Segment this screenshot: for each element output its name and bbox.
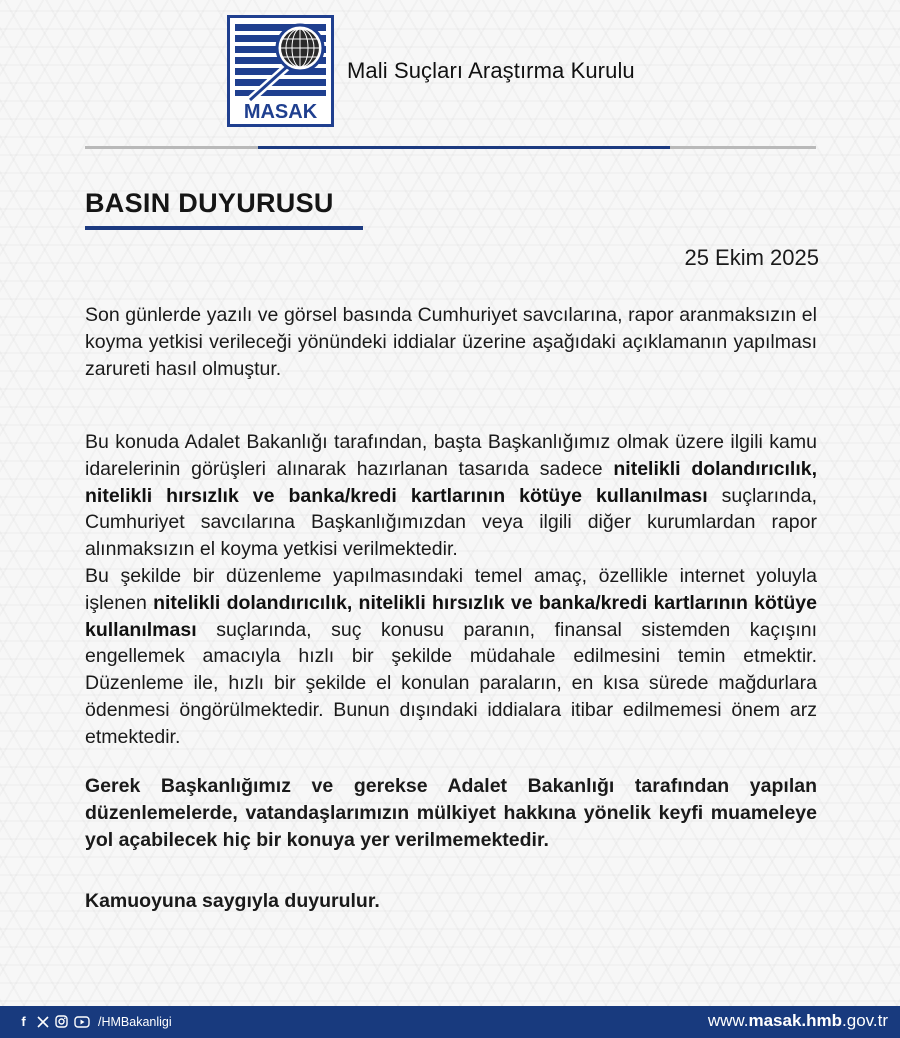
paragraph-1-text: Son günlerde yazılı ve görsel basında Cumhuriyet savcılarına, rapor aranmaksızın el koyma yetkisi verileceği yönündeki iddialar üzerine aşağıdaki açıklamanın yapılması zarureti hasıl olmuştur. bbox=[85, 304, 817, 380]
paragraph-3-text-start: Bu şekilde bir düzenleme yapılmasındaki temel amaç, özellikle internet yoluyla işlenen bbox=[85, 565, 817, 614]
paragraph-2-text-end: suçlarında, Cumhuriyet savcılarına Başkanlığımızdan veya ilgili diğer kurumlardan rapor alınmaksızın el koyma yetkisi verilmektedir. bbox=[85, 484, 817, 561]
paragraph-2-text-start: Bu konuda Adalet Bakanlığı tarafından, başta Başkanlığımız olmak üzere ilgili kamu idarelerinin görüşleri alınarak hazırlanan tasarıda sadece bbox=[85, 431, 817, 480]
document-date: 25 Ekim 2025 bbox=[684, 245, 819, 270]
youtube-icon[interactable] bbox=[74, 1014, 90, 1029]
logo-text: MASAK bbox=[243, 101, 318, 123]
website-domain: masak.hmb bbox=[748, 1011, 843, 1030]
facebook-icon[interactable]: f bbox=[21, 1014, 26, 1029]
paragraph-4 bbox=[85, 773, 817, 853]
header-divider bbox=[85, 146, 816, 149]
social-handle[interactable]: /HMBakanligi bbox=[98, 1014, 172, 1029]
paragraph-2-bold-text: nitelikli dolandırıcılık, nitelikli hırsızlık ve banka/kredi kartlarının kötüye kullanılması bbox=[85, 457, 818, 507]
closing-line bbox=[85, 888, 817, 915]
paragraph-3-text-end: suçlarında, suç konusu paranın, finansal sistemden kaçışını engellemek amacıyla hızlı bir şekilde müdahale edilmesini temin etmektir. Düzenleme ile, hızlı bir şekilde el konulan paraların, en kısa sürede mağdurlara ödenmesi öngörülmektedir. Bunun dışındaki iddialara itibar edilmemesi önem arz etmektedir. bbox=[85, 618, 817, 748]
x-icon[interactable] bbox=[36, 1014, 49, 1029]
social-links bbox=[17, 1014, 172, 1029]
document-title: BASIN DUYURUSU bbox=[85, 188, 334, 218]
paragraph-2 bbox=[85, 429, 817, 563]
organization-name: Mali Suçları Araştırma Kurulu bbox=[347, 58, 635, 83]
website-suffix: .gov.tr bbox=[842, 1011, 888, 1030]
website-link[interactable] bbox=[708, 1011, 888, 1031]
website-prefix: www. bbox=[707, 1011, 749, 1030]
header-divider-accent bbox=[258, 146, 670, 149]
paragraph-1 bbox=[85, 302, 817, 382]
footer-bar bbox=[0, 1006, 900, 1038]
paragraph-4-text: Gerek Başkanlığımız ve gerekse Adalet Bakanlığı tarafından yapılan düzenlemelerde, vatandaşlarımızın mülkiyet hakkına yönelik keyfi muameleye yol açabilecek hiç bir konuya yer verilmemektedir. bbox=[85, 775, 817, 851]
title-underline bbox=[85, 226, 363, 230]
paragraph-3 bbox=[85, 563, 817, 751]
paragraph-3-bold-text: nitelikli dolandırıcılık, nitelikli hırsızlık ve banka/kredi kartlarının kötüye kullanılması bbox=[85, 591, 817, 641]
closing-line-text: Kamuoyuna saygıyla duyurulur. bbox=[85, 890, 380, 912]
masak-logo bbox=[227, 15, 334, 127]
masak-emblem-icon bbox=[230, 18, 331, 124]
instagram-icon[interactable] bbox=[55, 1014, 68, 1029]
